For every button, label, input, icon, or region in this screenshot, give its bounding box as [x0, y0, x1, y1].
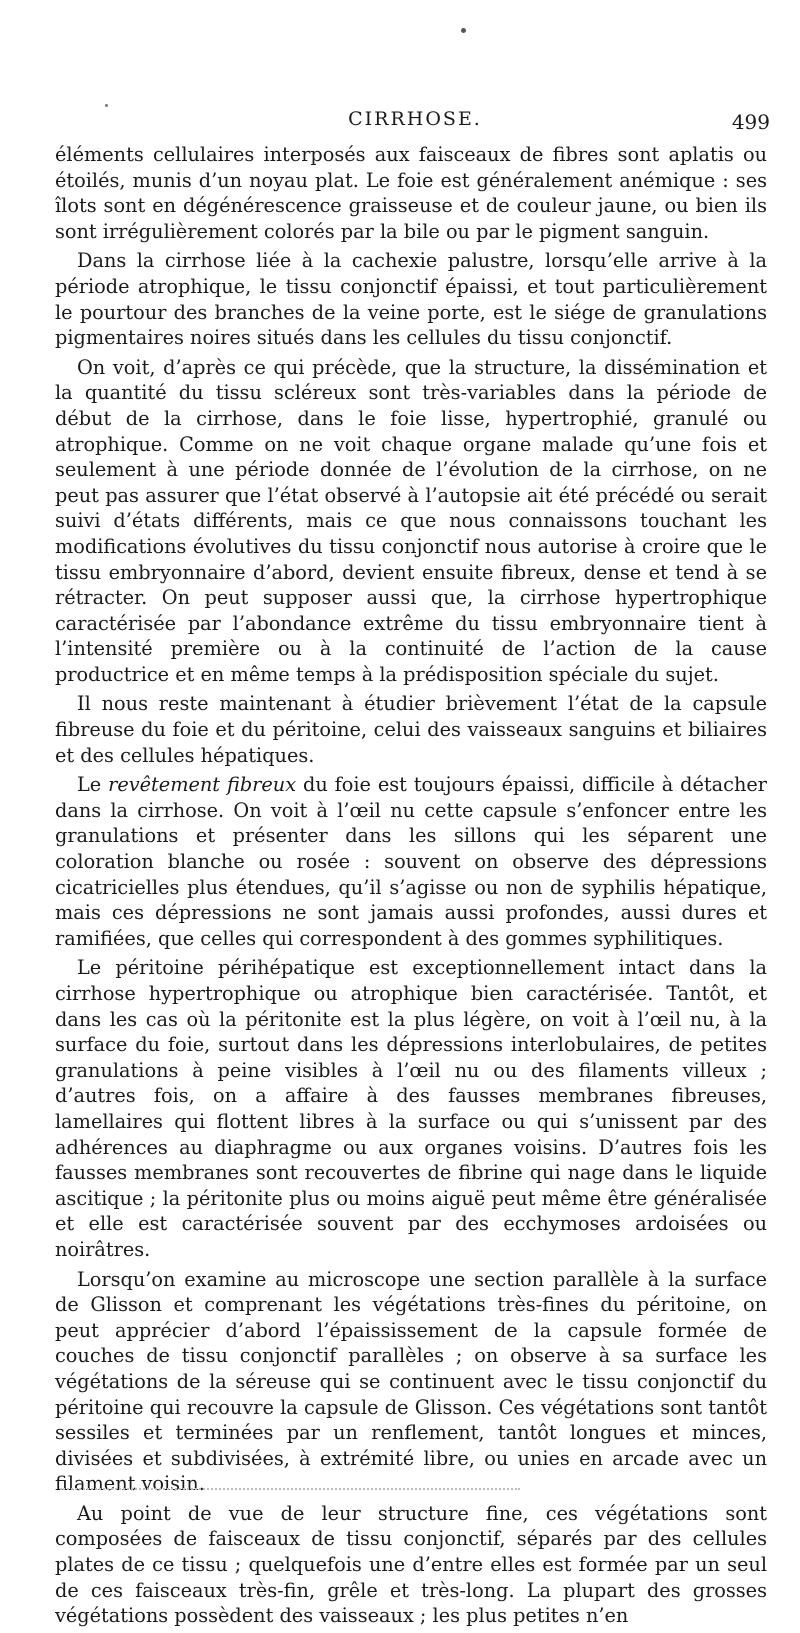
emphasized-term: revêtement fibreux — [108, 773, 297, 797]
paragraph: Dans la cirrhose liée à la cachexie palustre, lorsqu’elle arrive à la période atrophique, le tissu conjonctif épaissi, et tout particulièrement le pourtour des branches de la veine porte, est le siége de granulations pigmentaires noires situés dans les cellules du tissu conjonctif. — [55, 249, 767, 350]
paragraph: Le péritoine périhépatique est exceptionnellement intact dans la cirrhose hypertrophique ou atrophique bien caractérisée. Tantôt, et dans les cas où la péritonite est la plus légère, on voit à l’œil nu, à la surface du foie, surtout dans les dépressions interlobulaires, de petites granulations à peine visibles à l’œil nu ou des filaments villeux ; d’autres fois, on a affaire à des fausses membranes fibreuses, lamellaires qui flottent libres à la surface ou qui s’unissent par des adhérences au diaphragme ou aux organes voisins. D’autres fois les fausses membranes sont recouvertes de fibrine qui nage dans le liquide ascitique ; la péritonite plus ou moins aiguë peut même être généralisée et elle est caractérisée souvent par des ecchymoses ardoisées ou noirâtres. — [55, 956, 767, 1261]
paragraph: Au point de vue de leur structure fine, ces végétations sont composées de faisceaux de tissu conjonctif, séparés par des cellules plates de ce tissu ; quelquefois une d’entre elles est formée par un seul de ces faisceaux très-fin, grêle et très-long. La plupart des grosses végétations possèdent des vaisseaux ; les plus petites n’en — [55, 1501, 767, 1628]
paragraph: éléments cellulaires interposés aux faisceaux de fibres sont aplatis ou étoilés, munis d’un noyau plat. Le foie est généralement anémique : ses îlots sont en dégénérescence graisseuse et de couleur jaune, ou bien ils sont irrégulièrement colorés par la bile ou par le pigment sanguin. — [55, 143, 767, 243]
paragraph: On voit, d’après ce qui précède, que la structure, la dissémination et la quantité du tissu scléreux sont très-variables dans la période de début de la cirrhose, dans le foie lisse, hypertrophié, granulé ou atrophique. Comme on ne voit chaque organe malade qu’une fois et seulement à une période donnée de l’évolution de la cirrhose, on ne peut pas assurer que l’état observé à l’autopsie ait été précédé ou serait suivi d’états différents, mais ce que nous connaissons touchant les modifications évolutives du tissu conjonctif nous autorise à croire que le tissu embryonnaire d’abord, devient ensuite fibreux, dense et tend à se rétracter. On peut supposer aussi que, la cirrhose hypertrophique caractérisée par l’abondance extrême du tissu embryonnaire tient à l’intensité première ou à la continuité de l’action de la cause productrice et en même temps à la prédisposition spéciale du sujet. — [55, 355, 767, 686]
ink-speck — [461, 28, 466, 33]
paragraph: Lorsqu’on examine au microscope une section parallèle à la surface de Glisson et comprenant les végétations très-fines du péritoine, on peut apprécier d’abord l’épaississement de la capsule formée de couches de tissu conjonctif parallèles ; on observe à sa surface les végétations de la séreuse qui se continuent avec le tissu conjonctif du péritoine qui recouvre la capsule de Glisson. Ces végétations sont tantôt sessiles et terminées par un renflement, tantôt longues et minces, divisées et subdivisées, à extrémité libre, ou unies en arcade avec un filament voisin. — [55, 1267, 767, 1496]
body-text — [55, 142, 767, 1633]
running-head: CIRRHOSE. — [348, 108, 482, 130]
paragraph-body: du foie est toujours épaissi, difficile à détacher dans la cirrhose. On voit à l’œil nu cette capsule s’enfoncer entre les granulations et présenter dans les sillons qui les séparent une coloration blanche ou rosée : souvent on observe des dépressions cicatricielles plus étendues, qu’il s’agisse ou non de syphilis hépatique, mais ces dépressions ne sont jamais aussi profondes, aussi dures et ramifiées, que celles qui correspondent à des gommes syphilitiques. — [55, 773, 768, 950]
page-header — [60, 108, 770, 138]
paragraph-lead: Le — [77, 773, 109, 797]
page-number: 499 — [731, 110, 770, 134]
paragraph: Il nous reste maintenant à étudier brièvement l’état de la capsule fibreuse du foie et du péritoine, celui des vaisseaux sanguins et biliaires et des cellules hépatiques. — [55, 692, 767, 767]
paragraph — [55, 772, 767, 951]
ink-speck — [105, 104, 108, 107]
bleed-through-marks — [60, 1488, 520, 1492]
